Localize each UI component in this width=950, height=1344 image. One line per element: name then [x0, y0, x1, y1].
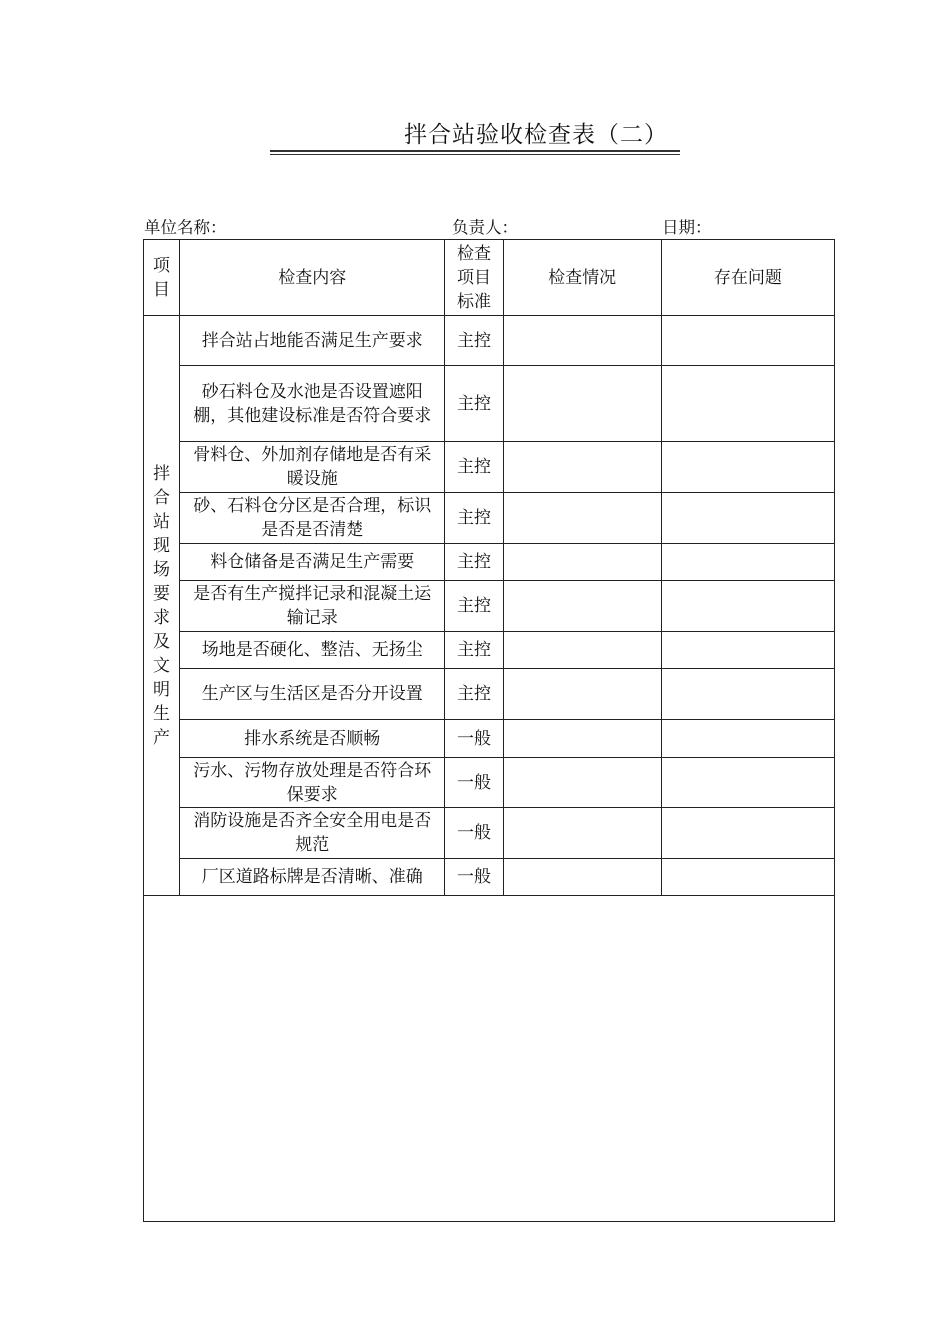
- standard-cell: 主控: [445, 632, 503, 669]
- table-row: [144, 493, 835, 544]
- status-cell[interactable]: [503, 632, 661, 669]
- remarks-area[interactable]: [144, 896, 835, 1222]
- unit-name-label: 单位名称：: [144, 218, 227, 237]
- content-cell: 生产区与生活区是否分开设置: [180, 669, 445, 720]
- document-title: 拌合站验收检查表（二）: [404, 122, 668, 148]
- issues-cell[interactable]: [661, 808, 834, 859]
- issues-cell[interactable]: [661, 316, 834, 366]
- person-in-charge-label: 负责人：: [452, 218, 518, 237]
- issues-cell[interactable]: [661, 544, 834, 581]
- header-item: 项 目: [144, 240, 180, 316]
- header-issues: 存在问题: [661, 240, 834, 316]
- table-row: [144, 669, 835, 720]
- status-cell[interactable]: [503, 544, 661, 581]
- content-cell: 是否有生产搅拌记录和混凝土运输记录: [180, 581, 445, 632]
- status-cell[interactable]: [503, 366, 661, 442]
- status-cell[interactable]: [503, 493, 661, 544]
- issues-cell[interactable]: [661, 442, 834, 493]
- issues-cell[interactable]: [661, 859, 834, 896]
- issues-cell[interactable]: [661, 720, 834, 758]
- table-row: [144, 316, 835, 366]
- header-standard: 检查 项目 标准: [445, 240, 503, 316]
- issues-cell[interactable]: [661, 581, 834, 632]
- table-row: [144, 442, 835, 493]
- table-row: [144, 758, 835, 808]
- status-cell[interactable]: [503, 859, 661, 896]
- header-content: 检查内容: [180, 240, 445, 316]
- content-cell: 砂、石料仓分区是否合理，标识是否是否清楚: [180, 493, 445, 544]
- status-cell[interactable]: [503, 442, 661, 493]
- standard-cell: 一般: [445, 720, 503, 758]
- remarks-row: [144, 896, 835, 1222]
- standard-cell: 一般: [445, 859, 503, 896]
- title-rule-thick: [270, 150, 680, 152]
- standard-cell: 一般: [445, 808, 503, 859]
- date-label: 日期：: [662, 218, 712, 237]
- content-cell: 排水系统是否顺畅: [180, 720, 445, 758]
- table-row: [144, 720, 835, 758]
- issues-cell[interactable]: [661, 758, 834, 808]
- status-cell[interactable]: [503, 581, 661, 632]
- standard-cell: 主控: [445, 669, 503, 720]
- standard-cell: 主控: [445, 366, 503, 442]
- table-row: [144, 632, 835, 669]
- status-cell[interactable]: [503, 669, 661, 720]
- status-cell[interactable]: [503, 316, 661, 366]
- content-cell: 场地是否硬化、整洁、无扬尘: [180, 632, 445, 669]
- standard-cell: 主控: [445, 544, 503, 581]
- content-cell: 拌合站占地能否满足生产要求: [180, 316, 445, 366]
- standard-cell: 主控: [445, 316, 503, 366]
- issues-cell[interactable]: [661, 632, 834, 669]
- standard-cell: 主控: [445, 442, 503, 493]
- issues-cell[interactable]: [661, 669, 834, 720]
- content-cell: 消防设施是否齐全安全用电是否规范: [180, 808, 445, 859]
- standard-cell: 主控: [445, 493, 503, 544]
- status-cell[interactable]: [503, 720, 661, 758]
- table-row: [144, 581, 835, 632]
- content-cell: 料仓储备是否满足生产需要: [180, 544, 445, 581]
- header-row: [144, 240, 835, 316]
- table-row: [144, 544, 835, 581]
- issues-cell[interactable]: [661, 366, 834, 442]
- content-cell: 污水、污物存放处理是否符合环保要求: [180, 758, 445, 808]
- status-cell[interactable]: [503, 808, 661, 859]
- content-cell: 砂石料仓及水池是否设置遮阳棚，其他建设标准是否符合要求: [180, 366, 445, 442]
- inspection-table: [143, 239, 835, 1222]
- standard-cell: 主控: [445, 581, 503, 632]
- table-row: [144, 366, 835, 442]
- category-cell: 拌 合 站 现 场 要 求 及 文 明 生 产: [144, 316, 180, 896]
- issues-cell[interactable]: [661, 493, 834, 544]
- status-cell[interactable]: [503, 758, 661, 808]
- header-status: 检查情况: [503, 240, 661, 316]
- standard-cell: 一般: [445, 758, 503, 808]
- table-row: [144, 808, 835, 859]
- content-cell: 骨料仓、外加剂存储地是否有采暖设施: [180, 442, 445, 493]
- title-rule-thin: [270, 154, 680, 155]
- table-row: [144, 859, 835, 896]
- content-cell: 厂区道路标牌是否清晰、准确: [180, 859, 445, 896]
